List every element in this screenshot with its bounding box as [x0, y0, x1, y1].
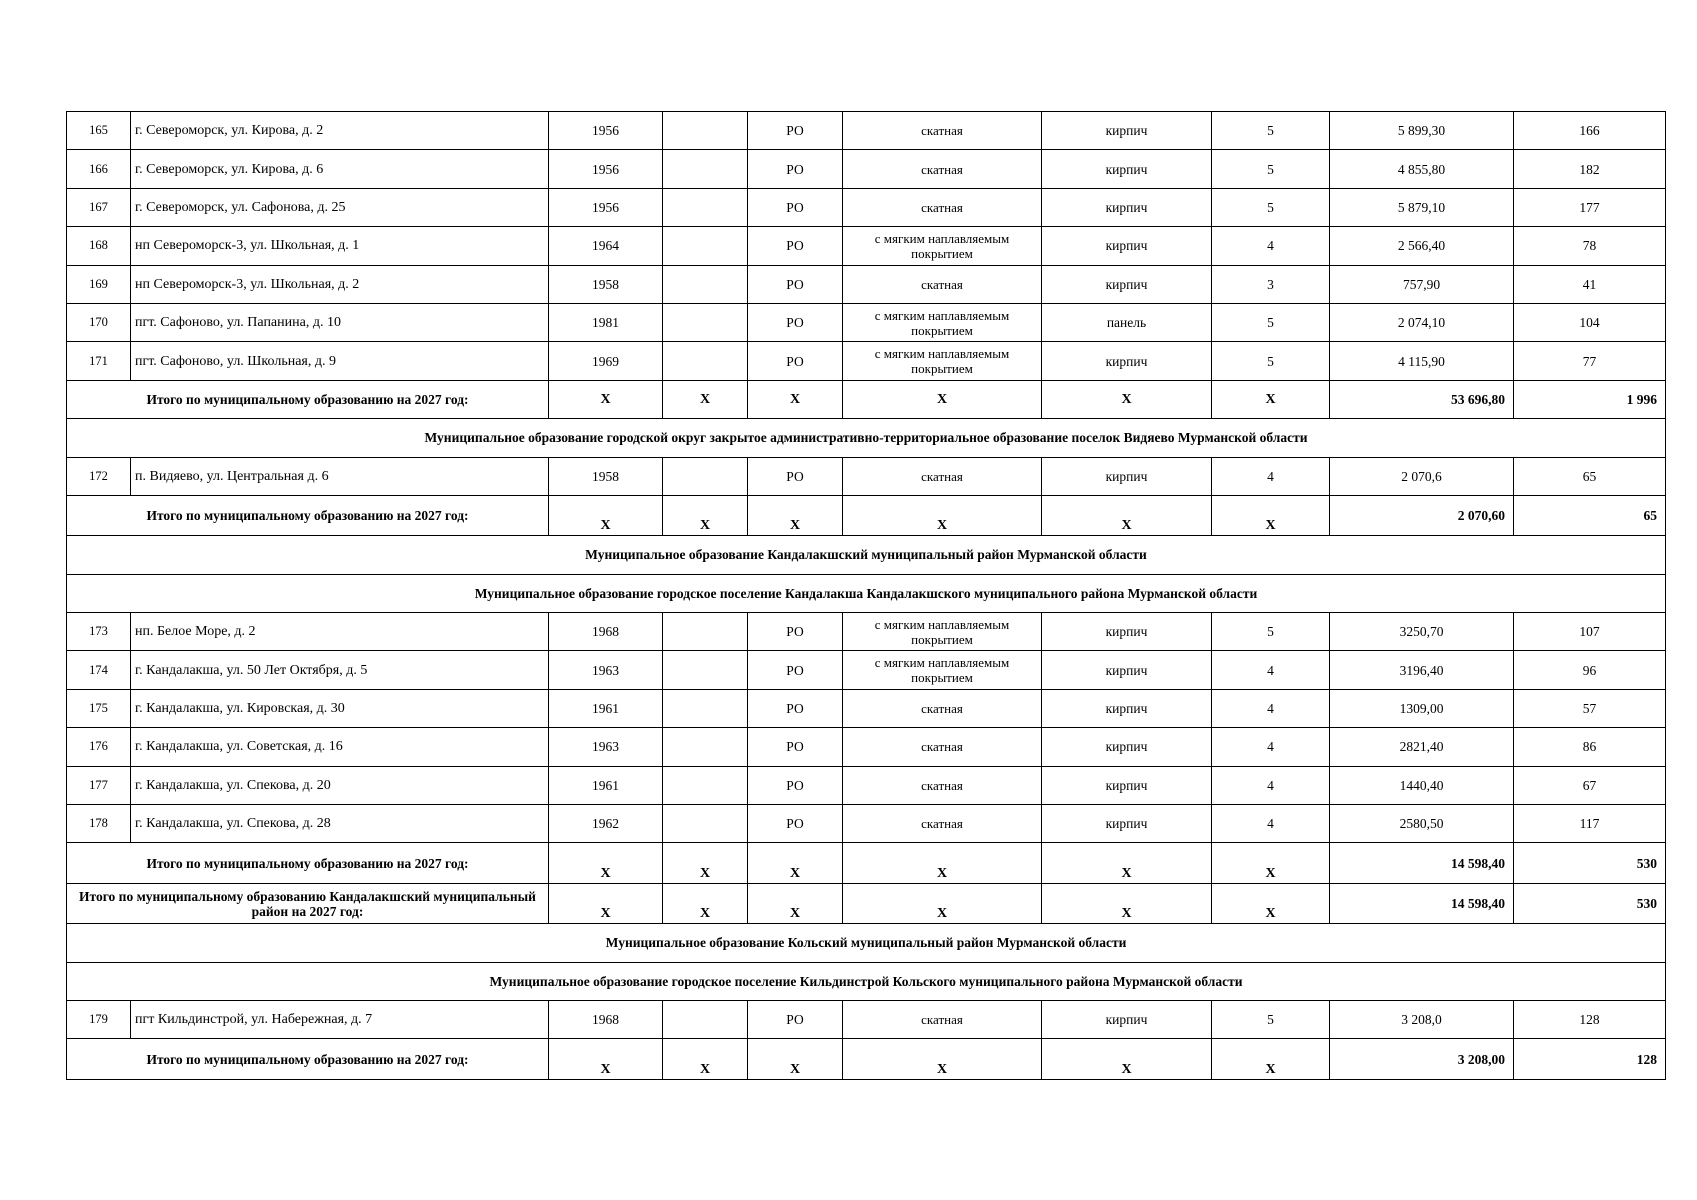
- total-label: Итого по муниципальному образованию на 2027 год:: [67, 495, 549, 535]
- wall-material-cell: кирпич: [1042, 342, 1212, 380]
- address-cell: г. Североморск, ул. Кирова, д. 2: [131, 112, 549, 150]
- total-area-cell: 53 696,80: [1330, 380, 1514, 418]
- blank-cell: [663, 805, 748, 843]
- table-row: [67, 805, 1666, 843]
- row-number: 173: [67, 613, 131, 651]
- x-mark-cell: X: [1212, 495, 1330, 535]
- wall-material-cell: панель: [1042, 303, 1212, 341]
- roof-type-cell: скатная: [843, 265, 1042, 303]
- total-residents-cell: 530: [1514, 883, 1666, 923]
- year-built-cell: 1968: [549, 1000, 663, 1038]
- address-cell: г. Североморск, ул. Кирова, д. 6: [131, 150, 549, 188]
- blank-cell: [663, 150, 748, 188]
- total-label: Итого по муниципальному образованию Кандалакшский муниципальный район на 2027 год:: [67, 883, 549, 923]
- residents-cell: 86: [1514, 728, 1666, 766]
- floors-cell: 5: [1212, 1000, 1330, 1038]
- wall-material-cell: кирпич: [1042, 651, 1212, 689]
- year-built-cell: 1968: [549, 613, 663, 651]
- section-title: Муниципальное образование городское поселение Кандалакша Кандалакшского муниципального района Мурманской области: [67, 574, 1666, 612]
- x-mark-cell: X: [748, 843, 843, 883]
- row-number: 166: [67, 150, 131, 188]
- wall-material-cell: кирпич: [1042, 227, 1212, 265]
- year-built-cell: 1964: [549, 227, 663, 265]
- x-mark-cell: X: [1042, 495, 1212, 535]
- address-cell: нп Североморск-3, ул. Школьная, д. 1: [131, 227, 549, 265]
- program-cell: РО: [748, 150, 843, 188]
- total-area-cell: 3 208,00: [1330, 1039, 1514, 1079]
- blank-cell: [663, 728, 748, 766]
- row-number: 176: [67, 728, 131, 766]
- program-cell: РО: [748, 728, 843, 766]
- area-cell: 2 070,6: [1330, 457, 1514, 495]
- year-built-cell: 1962: [549, 805, 663, 843]
- floors-cell: 4: [1212, 728, 1330, 766]
- area-cell: 3250,70: [1330, 613, 1514, 651]
- residents-cell: 41: [1514, 265, 1666, 303]
- row-number: 175: [67, 689, 131, 727]
- area-cell: 1309,00: [1330, 689, 1514, 727]
- floors-cell: 5: [1212, 303, 1330, 341]
- wall-material-cell: кирпич: [1042, 1000, 1212, 1038]
- total-residents-cell: 530: [1514, 843, 1666, 883]
- residents-cell: 67: [1514, 766, 1666, 804]
- residents-cell: 65: [1514, 457, 1666, 495]
- roof-type-cell: скатная: [843, 112, 1042, 150]
- residents-cell: 166: [1514, 112, 1666, 150]
- total-area-cell: 2 070,60: [1330, 495, 1514, 535]
- address-cell: г. Кандалакша, ул. Советская, д. 16: [131, 728, 549, 766]
- residents-cell: 182: [1514, 150, 1666, 188]
- roof-type-cell: скатная: [843, 689, 1042, 727]
- table-row: [67, 689, 1666, 727]
- area-cell: 4 115,90: [1330, 342, 1514, 380]
- x-mark-cell: X: [663, 1039, 748, 1079]
- blank-cell: [663, 227, 748, 265]
- row-number: 167: [67, 188, 131, 226]
- program-cell: РО: [748, 227, 843, 265]
- table-row: [67, 651, 1666, 689]
- wall-material-cell: кирпич: [1042, 805, 1212, 843]
- wall-material-cell: кирпич: [1042, 457, 1212, 495]
- section-header-row: [67, 924, 1666, 962]
- table-row: [67, 342, 1666, 380]
- total-row: [67, 843, 1666, 883]
- x-mark-cell: X: [663, 843, 748, 883]
- program-cell: РО: [748, 303, 843, 341]
- roof-type-cell: с мягким наплавляемым покрытием: [843, 227, 1042, 265]
- table-row: [67, 1000, 1666, 1038]
- floors-cell: 5: [1212, 613, 1330, 651]
- row-number: 169: [67, 265, 131, 303]
- floors-cell: 4: [1212, 227, 1330, 265]
- floors-cell: 5: [1212, 188, 1330, 226]
- wall-material-cell: кирпич: [1042, 689, 1212, 727]
- x-mark-cell: X: [843, 380, 1042, 418]
- x-mark-cell: X: [1212, 1039, 1330, 1079]
- roof-type-cell: с мягким наплавляемым покрытием: [843, 342, 1042, 380]
- blank-cell: [663, 112, 748, 150]
- x-mark-cell: X: [663, 380, 748, 418]
- year-built-cell: 1956: [549, 112, 663, 150]
- x-mark-cell: X: [549, 380, 663, 418]
- x-mark-cell: X: [1042, 843, 1212, 883]
- roof-type-cell: с мягким наплавляемым покрытием: [843, 613, 1042, 651]
- total-residents-cell: 1 996: [1514, 380, 1666, 418]
- blank-cell: [663, 188, 748, 226]
- section-header-row: [67, 574, 1666, 612]
- year-built-cell: 1961: [549, 766, 663, 804]
- floors-cell: 4: [1212, 766, 1330, 804]
- section-title: Муниципальное образование Кольский муниципальный район Мурманской области: [67, 924, 1666, 962]
- year-built-cell: 1981: [549, 303, 663, 341]
- area-cell: 2 074,10: [1330, 303, 1514, 341]
- program-cell: РО: [748, 265, 843, 303]
- x-mark-cell: X: [843, 843, 1042, 883]
- row-number: 178: [67, 805, 131, 843]
- table-row: [67, 150, 1666, 188]
- row-number: 168: [67, 227, 131, 265]
- address-cell: г. Североморск, ул. Сафонова, д. 25: [131, 188, 549, 226]
- wall-material-cell: кирпич: [1042, 728, 1212, 766]
- program-cell: РО: [748, 689, 843, 727]
- table-row: [67, 227, 1666, 265]
- year-built-cell: 1958: [549, 265, 663, 303]
- year-built-cell: 1958: [549, 457, 663, 495]
- total-row: [67, 1039, 1666, 1079]
- floors-cell: 5: [1212, 150, 1330, 188]
- wall-material-cell: кирпич: [1042, 265, 1212, 303]
- residents-cell: 128: [1514, 1000, 1666, 1038]
- x-mark-cell: X: [748, 883, 843, 923]
- roof-type-cell: скатная: [843, 766, 1042, 804]
- area-cell: 5 879,10: [1330, 188, 1514, 226]
- blank-cell: [663, 766, 748, 804]
- area-cell: 4 855,80: [1330, 150, 1514, 188]
- address-cell: нп Североморск-3, ул. Школьная, д. 2: [131, 265, 549, 303]
- address-cell: п. Видяево, ул. Центральная д. 6: [131, 457, 549, 495]
- wall-material-cell: кирпич: [1042, 150, 1212, 188]
- x-mark-cell: X: [843, 495, 1042, 535]
- residents-cell: 104: [1514, 303, 1666, 341]
- table-row: [67, 303, 1666, 341]
- roof-type-cell: с мягким наплавляемым покрытием: [843, 303, 1042, 341]
- table-body: [67, 112, 1666, 1080]
- x-mark-cell: X: [549, 843, 663, 883]
- roof-type-cell: скатная: [843, 150, 1042, 188]
- x-mark-cell: X: [1042, 883, 1212, 923]
- row-number: 171: [67, 342, 131, 380]
- x-mark-cell: X: [748, 1039, 843, 1079]
- blank-cell: [663, 265, 748, 303]
- address-cell: г. Кандалакша, ул. Спекова, д. 28: [131, 805, 549, 843]
- area-cell: 2 566,40: [1330, 227, 1514, 265]
- program-cell: РО: [748, 1000, 843, 1038]
- area-cell: 2580,50: [1330, 805, 1514, 843]
- x-mark-cell: X: [663, 883, 748, 923]
- total-residents-cell: 128: [1514, 1039, 1666, 1079]
- year-built-cell: 1956: [549, 150, 663, 188]
- program-cell: РО: [748, 805, 843, 843]
- address-cell: нп. Белое Море, д. 2: [131, 613, 549, 651]
- x-mark-cell: X: [843, 883, 1042, 923]
- housing-register-table: [66, 111, 1666, 1080]
- row-number: 179: [67, 1000, 131, 1038]
- total-area-cell: 14 598,40: [1330, 843, 1514, 883]
- area-cell: 3196,40: [1330, 651, 1514, 689]
- table-row: [67, 265, 1666, 303]
- row-number: 174: [67, 651, 131, 689]
- total-area-cell: 14 598,40: [1330, 883, 1514, 923]
- area-cell: 1440,40: [1330, 766, 1514, 804]
- total-row: [67, 380, 1666, 418]
- program-cell: РО: [748, 457, 843, 495]
- x-mark-cell: X: [748, 380, 843, 418]
- floors-cell: 4: [1212, 689, 1330, 727]
- blank-cell: [663, 613, 748, 651]
- residents-cell: 177: [1514, 188, 1666, 226]
- program-cell: РО: [748, 651, 843, 689]
- table-row: [67, 766, 1666, 804]
- address-cell: г. Кандалакша, ул. 50 Лет Октября, д. 5: [131, 651, 549, 689]
- row-number: 165: [67, 112, 131, 150]
- roof-type-cell: скатная: [843, 457, 1042, 495]
- floors-cell: 5: [1212, 112, 1330, 150]
- area-cell: 757,90: [1330, 265, 1514, 303]
- floors-cell: 3: [1212, 265, 1330, 303]
- section-title: Муниципальное образование городское поселение Кильдинстрой Кольского муниципального района Мурманской области: [67, 962, 1666, 1000]
- row-number: 177: [67, 766, 131, 804]
- section-header-row: [67, 419, 1666, 457]
- residents-cell: 78: [1514, 227, 1666, 265]
- x-mark-cell: X: [549, 495, 663, 535]
- x-mark-cell: X: [1212, 380, 1330, 418]
- address-cell: пгт. Сафоново, ул. Школьная, д. 9: [131, 342, 549, 380]
- total-row: [67, 883, 1666, 923]
- section-header-row: [67, 962, 1666, 1000]
- wall-material-cell: кирпич: [1042, 112, 1212, 150]
- roof-type-cell: скатная: [843, 188, 1042, 226]
- x-mark-cell: X: [549, 883, 663, 923]
- residents-cell: 77: [1514, 342, 1666, 380]
- roof-type-cell: с мягким наплавляемым покрытием: [843, 651, 1042, 689]
- area-cell: 5 899,30: [1330, 112, 1514, 150]
- residents-cell: 107: [1514, 613, 1666, 651]
- year-built-cell: 1969: [549, 342, 663, 380]
- x-mark-cell: X: [1212, 843, 1330, 883]
- table-row: [67, 613, 1666, 651]
- wall-material-cell: кирпич: [1042, 188, 1212, 226]
- x-mark-cell: X: [748, 495, 843, 535]
- section-title: Муниципальное образование Кандалакшский муниципальный район Мурманской области: [67, 536, 1666, 574]
- area-cell: 2821,40: [1330, 728, 1514, 766]
- address-cell: г. Кандалакша, ул. Спекова, д. 20: [131, 766, 549, 804]
- blank-cell: [663, 651, 748, 689]
- blank-cell: [663, 342, 748, 380]
- section-header-row: [67, 536, 1666, 574]
- x-mark-cell: X: [1042, 380, 1212, 418]
- x-mark-cell: X: [1212, 883, 1330, 923]
- roof-type-cell: скатная: [843, 728, 1042, 766]
- blank-cell: [663, 303, 748, 341]
- x-mark-cell: X: [549, 1039, 663, 1079]
- wall-material-cell: кирпич: [1042, 766, 1212, 804]
- residents-cell: 96: [1514, 651, 1666, 689]
- table-row: [67, 728, 1666, 766]
- total-label: Итого по муниципальному образованию на 2027 год:: [67, 1039, 549, 1079]
- program-cell: РО: [748, 766, 843, 804]
- roof-type-cell: скатная: [843, 1000, 1042, 1038]
- total-label: Итого по муниципальному образованию на 2027 год:: [67, 380, 549, 418]
- floors-cell: 4: [1212, 457, 1330, 495]
- total-label: Итого по муниципальному образованию на 2027 год:: [67, 843, 549, 883]
- table-row: [67, 188, 1666, 226]
- row-number: 172: [67, 457, 131, 495]
- address-cell: пгт. Сафоново, ул. Папанина, д. 10: [131, 303, 549, 341]
- section-title: Муниципальное образование городской округ закрытое административно-территориальное образование поселок Видяево Мурманской области: [67, 419, 1666, 457]
- floors-cell: 5: [1212, 342, 1330, 380]
- residents-cell: 117: [1514, 805, 1666, 843]
- residents-cell: 57: [1514, 689, 1666, 727]
- blank-cell: [663, 457, 748, 495]
- roof-type-cell: скатная: [843, 805, 1042, 843]
- area-cell: 3 208,0: [1330, 1000, 1514, 1038]
- program-cell: РО: [748, 613, 843, 651]
- x-mark-cell: X: [663, 495, 748, 535]
- program-cell: РО: [748, 188, 843, 226]
- year-built-cell: 1961: [549, 689, 663, 727]
- year-built-cell: 1956: [549, 188, 663, 226]
- address-cell: пгт Кильдинстрой, ул. Набережная, д. 7: [131, 1000, 549, 1038]
- row-number: 170: [67, 303, 131, 341]
- x-mark-cell: X: [843, 1039, 1042, 1079]
- x-mark-cell: X: [1042, 1039, 1212, 1079]
- blank-cell: [663, 689, 748, 727]
- floors-cell: 4: [1212, 651, 1330, 689]
- floors-cell: 4: [1212, 805, 1330, 843]
- table-row: [67, 112, 1666, 150]
- total-residents-cell: 65: [1514, 495, 1666, 535]
- year-built-cell: 1963: [549, 651, 663, 689]
- wall-material-cell: кирпич: [1042, 613, 1212, 651]
- program-cell: РО: [748, 112, 843, 150]
- year-built-cell: 1963: [549, 728, 663, 766]
- total-row: [67, 495, 1666, 535]
- program-cell: РО: [748, 342, 843, 380]
- blank-cell: [663, 1000, 748, 1038]
- address-cell: г. Кандалакша, ул. Кировская, д. 30: [131, 689, 549, 727]
- table-row: [67, 457, 1666, 495]
